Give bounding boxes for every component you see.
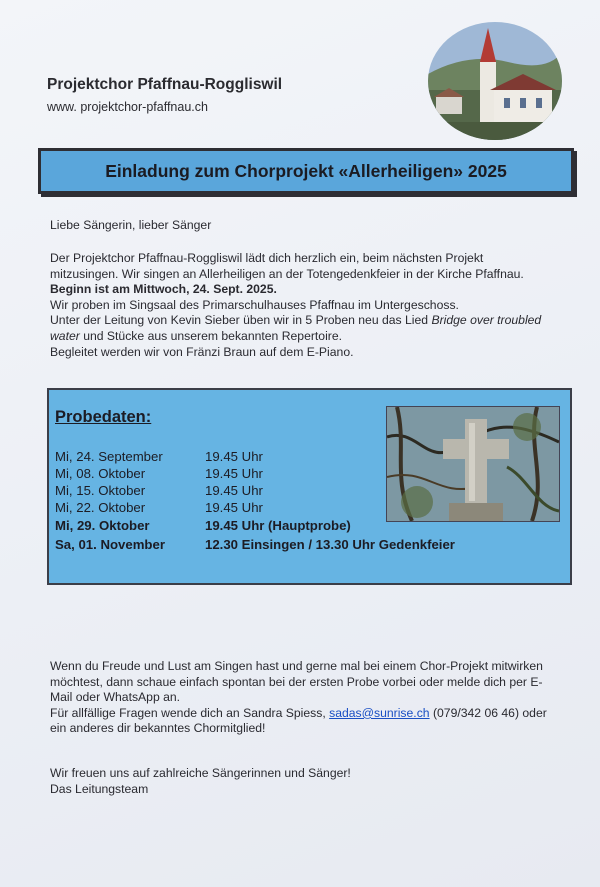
schedule-heading: Probedaten: (55, 408, 152, 426)
closing-line: ein anderes dir bekanntes Chormitglied! (50, 721, 266, 736)
church-photo (428, 22, 562, 140)
intro-line: Der Projektchor Pfaffnau-Roggliswil lädt dich herzlich ein, beim nächsten Projekt (50, 251, 484, 265)
org-website[interactable]: www. projektchor-pfaffnau.ch (47, 100, 208, 114)
schedule-date: Mi, 15. Oktober (55, 483, 146, 498)
schedule-time: 19.45 Uhr (205, 483, 263, 498)
song-title: Bridge over troubled (431, 313, 542, 328)
schedule-row (55, 518, 351, 533)
closing-paragraph (50, 659, 570, 737)
schedule-time: 19.45 Uhr (Hauptprobe) (205, 518, 351, 533)
signoff-line: Wir freuen uns auf zahlreiche Sängerinnen und Sänger! (50, 766, 351, 780)
schedule-row (55, 466, 263, 481)
intro-paragraph (50, 251, 570, 360)
intro-line: water und Stücke aus unserem bekannten Repertoire. (50, 328, 343, 343)
closing-line: möchtest, dann schaue einfach spontan bei der ersten Probe vorbei oder melde dich per E- (50, 674, 543, 689)
schedule-time: 19.45 Uhr (205, 466, 263, 481)
schedule-date: Mi, 08. Oktober (55, 466, 146, 481)
org-name: Projektchor Pfaffnau-Roggliswil (47, 76, 283, 93)
schedule-row (55, 449, 263, 464)
closing-line: Für allfällige Fragen wende dich an Sandra Spiess, sadas@sunrise.ch (079/342 06 46) oder (50, 705, 547, 720)
schedule-date: Mi, 22. Oktober (55, 500, 146, 515)
intro-line: Begleitet werden wir von Fränzi Braun auf dem E-Piano. (50, 344, 354, 359)
schedule-date: Mi, 24. September (55, 449, 163, 464)
schedule-time: 12.30 Einsingen / 13.30 Uhr Gedenkfeier (205, 537, 455, 552)
signoff-team: Das Leitungsteam (50, 781, 149, 796)
closing-line: Wenn du Freude und Lust am Singen hast und gerne mal bei einem Chor-Projekt mitwirken (50, 659, 543, 673)
schedule-box (47, 388, 572, 585)
song-title: water (50, 328, 80, 343)
title-text: Einladung zum Chorprojekt «Allerheiligen» 2025 (105, 160, 507, 181)
intro-line: Wir proben im Singsaal des Primarschulhauses Pfaffnau im Untergeschoss. (50, 297, 459, 312)
schedule-row (55, 500, 263, 515)
closing-line: Mail oder WhatsApp an. (50, 690, 181, 705)
intro-line: Unter der Leitung von Kevin Sieber üben wir in 5 Proben neu das Lied Bridge over troubled (50, 313, 542, 328)
schedule-date: Sa, 01. November (55, 537, 165, 552)
schedule-time: 19.45 Uhr (205, 500, 263, 515)
schedule-row (55, 483, 263, 498)
intro-start-date: Beginn ist am Mittwoch, 24. Sept. 2025. (50, 282, 277, 297)
schedule-date: Mi, 29. Oktober (55, 518, 150, 533)
greeting: Liebe Sängerin, lieber Sänger (50, 218, 212, 232)
intro-line: mitzusingen. Wir singen an Allerheiligen an der Totengedenkfeier in der Kirche Pfaffnau. (50, 266, 524, 281)
title-banner (38, 148, 574, 194)
signoff (50, 766, 351, 797)
contact-email-link[interactable]: sadas@sunrise.ch (329, 705, 430, 720)
schedule-time: 19.45 Uhr (205, 449, 263, 464)
schedule-row (55, 537, 455, 552)
cross-photo (386, 406, 560, 522)
